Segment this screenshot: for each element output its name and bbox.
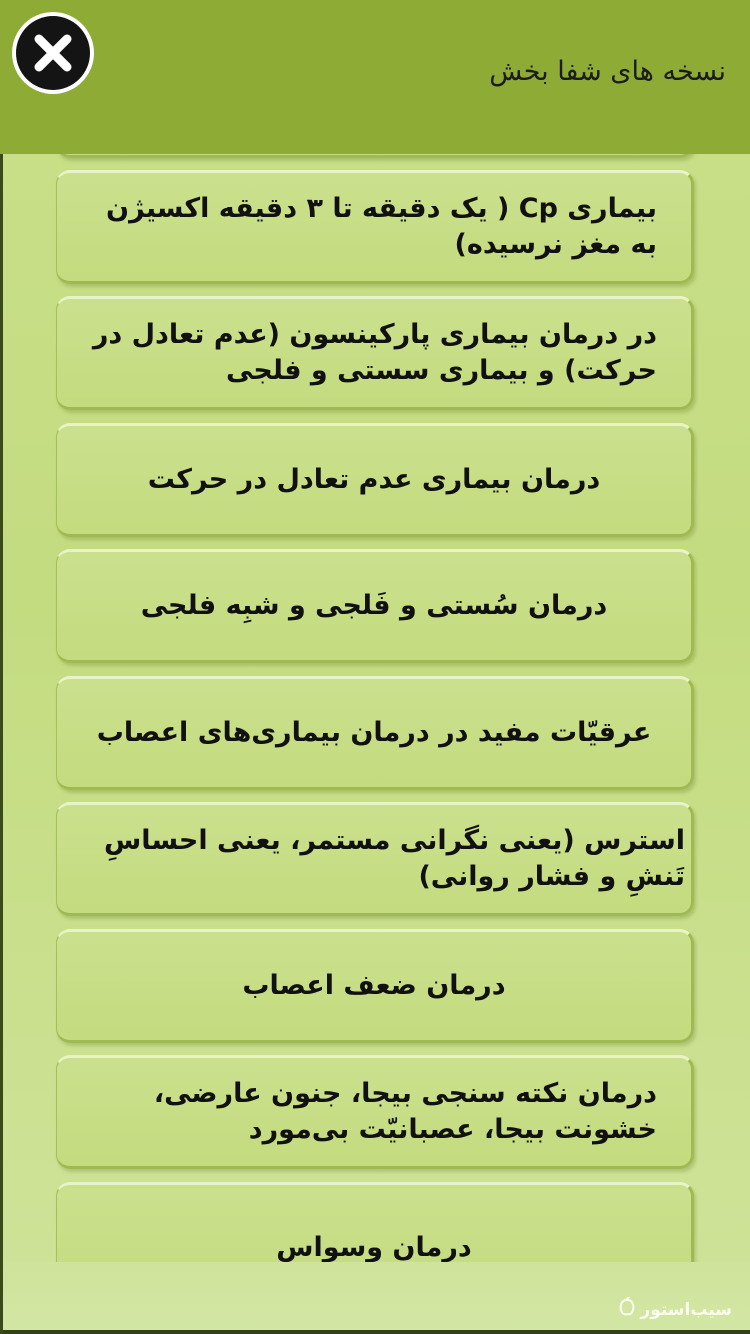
list-item-label: استرس (یعنی نگرانی مستمر، یعنی احساسِ تَنشِ و فشار روانی)	[104, 825, 685, 892]
list-item-label: درمان سُستی و فَلجی و شبِه فلجی	[140, 590, 608, 621]
list-item[interactable]	[56, 423, 694, 537]
page-title: نسخه های شفا بخش	[489, 56, 726, 87]
list-item-label: عرقیّات مفید در درمان بیماری‌های اعصاب	[96, 717, 652, 748]
watermark-label: سیب‌استور	[640, 1299, 732, 1320]
sibstore-logo-icon	[618, 1297, 636, 1322]
close-x-icon	[16, 16, 90, 90]
list-item[interactable]	[56, 1182, 694, 1262]
close-button[interactable]	[12, 12, 94, 94]
screen-edge	[0, 154, 3, 1334]
list-item[interactable]	[56, 170, 694, 284]
list-item[interactable]	[56, 296, 694, 410]
list-item-label: درمان ضعف اعصاب	[242, 970, 506, 1001]
list-item[interactable]	[56, 802, 694, 916]
list-item-label: درمان بیماری عدم تعادل در حرکت	[147, 464, 601, 495]
list-item[interactable]	[56, 549, 694, 663]
list-item-label: درمان نکته سنجی بیجا، جنون عارضی، خشونت بیجا، عصبانیّت بی‌مورد	[153, 1078, 657, 1145]
screen-edge-bottom	[0, 1330, 750, 1334]
list-item[interactable]	[56, 929, 694, 1043]
watermark	[618, 1297, 732, 1322]
list-item-label: درمان وسواس	[276, 1232, 472, 1262]
list-item-label: بیماری Cp ( یک دقیقه تا ۳ دقیقه اکسیژن به مغز نرسیده)	[106, 193, 657, 260]
list-item[interactable]	[56, 1055, 694, 1169]
list-item-label: در درمان بیماری پارکینسون (عدم تعادل در حرکت) و بیماری سستی و فلجی	[92, 319, 657, 386]
footer-area	[0, 1262, 750, 1334]
list-item[interactable]	[56, 676, 694, 790]
app-header	[0, 0, 750, 154]
